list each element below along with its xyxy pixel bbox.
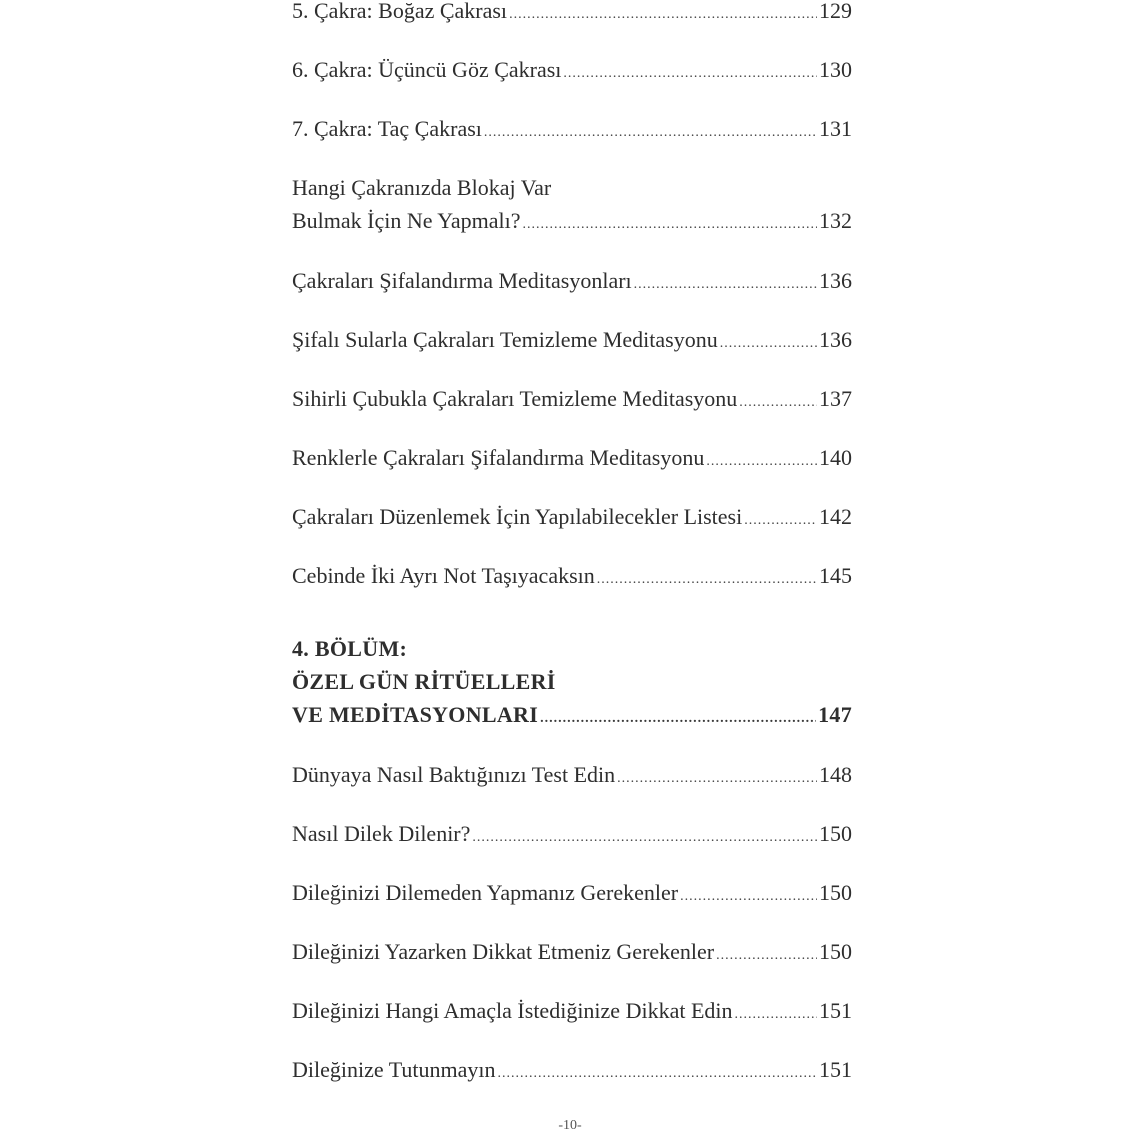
toc-entry-title: 5. Çakra: Boğaz Çakrası bbox=[292, 0, 508, 23]
toc-page-number: 142 bbox=[819, 504, 852, 529]
dot-leader bbox=[540, 702, 816, 735]
dot-leader bbox=[472, 821, 817, 854]
dot-leader bbox=[597, 563, 817, 596]
toc-entry-title: Cebinde İki Ayrı Not Taşıyacaksın bbox=[292, 563, 595, 588]
toc-entry[interactable] bbox=[292, 171, 852, 237]
dot-leader bbox=[720, 327, 817, 360]
toc-page-number: 150 bbox=[819, 880, 852, 905]
toc-entry[interactable] bbox=[292, 500, 852, 533]
chapter-title-line-2: VE MEDİTASYONLARI bbox=[292, 702, 539, 727]
toc-page-number: 147 bbox=[818, 702, 852, 727]
toc-page-number: 129 bbox=[819, 0, 852, 23]
dot-leader bbox=[523, 208, 817, 241]
toc-page-number: 145 bbox=[819, 563, 852, 588]
toc-entry[interactable] bbox=[292, 264, 852, 297]
toc-page-number: 136 bbox=[819, 268, 852, 293]
toc-entry[interactable] bbox=[292, 994, 852, 1027]
dot-leader bbox=[617, 762, 817, 795]
toc-entry-title: 7. Çakra: Taç Çakrası bbox=[292, 116, 482, 141]
dot-leader bbox=[744, 504, 817, 537]
toc-entry-title-continued: Bulmak İçin Ne Yapmalı? bbox=[292, 208, 521, 233]
page-number-footer: -10- bbox=[558, 1118, 582, 1133]
toc-entry-title: Sihirli Çubukla Çakraları Temizleme Meditasyonu bbox=[292, 386, 738, 411]
toc-page-number: 150 bbox=[819, 821, 852, 846]
toc-entry[interactable] bbox=[292, 0, 852, 27]
toc-entry[interactable] bbox=[292, 559, 852, 592]
toc-page-number: 151 bbox=[819, 1057, 852, 1082]
toc-page-number: 150 bbox=[819, 939, 852, 964]
dot-leader bbox=[706, 445, 817, 478]
dot-leader bbox=[735, 998, 818, 1031]
dot-leader bbox=[634, 268, 817, 301]
dot-leader bbox=[498, 1057, 818, 1090]
toc-page-number: 148 bbox=[819, 762, 852, 787]
toc-page-number: 130 bbox=[819, 57, 852, 82]
toc-page-number: 132 bbox=[819, 208, 852, 233]
dot-leader bbox=[739, 386, 817, 419]
toc-entry[interactable] bbox=[292, 323, 852, 356]
dot-leader bbox=[563, 57, 817, 90]
toc-entry[interactable] bbox=[292, 758, 852, 791]
toc-entry-title: Nasıl Dilek Dilenir? bbox=[292, 821, 471, 846]
table-of-contents bbox=[292, 0, 852, 1140]
toc-entry[interactable] bbox=[292, 441, 852, 474]
toc-page-number: 136 bbox=[819, 327, 852, 352]
toc-entry[interactable] bbox=[292, 382, 852, 415]
toc-entry-title: Dünyaya Nasıl Baktığınızı Test Edin bbox=[292, 762, 616, 787]
dot-leader bbox=[509, 0, 817, 31]
dot-leader bbox=[484, 116, 817, 149]
toc-entry-title: Dileğinizi Yazarken Dikkat Etmeniz Gerekenler bbox=[292, 939, 715, 964]
toc-entry[interactable] bbox=[292, 817, 852, 850]
toc-entry-title: 6. Çakra: Üçüncü Göz Çakrası bbox=[292, 57, 562, 82]
toc-entry-title: Renklerle Çakraları Şifalandırma Meditasyonu bbox=[292, 445, 705, 470]
toc-chapter-heading[interactable] bbox=[292, 632, 852, 731]
toc-page-number: 140 bbox=[819, 445, 852, 470]
toc-entry-title: Şifalı Sularla Çakraları Temizleme Meditasyonu bbox=[292, 327, 718, 352]
toc-entry-title: Dileğinizi Dilemeden Yapmanız Gerekenler bbox=[292, 880, 679, 905]
toc-entry-title: Çakraları Düzenlemek İçin Yapılabilecekler Listesi bbox=[292, 504, 743, 529]
toc-page-number: 151 bbox=[819, 998, 852, 1023]
chapter-title-line-1: ÖZEL GÜN RİTÜELLERİ bbox=[292, 669, 556, 694]
toc-entry[interactable] bbox=[292, 112, 852, 145]
toc-entry-title: Çakraları Şifalandırma Meditasyonları bbox=[292, 268, 632, 293]
chapter-label: 4. BÖLÜM: bbox=[292, 636, 408, 661]
toc-entry[interactable] bbox=[292, 1053, 852, 1086]
toc-entry-title: Dileğinize Tutunmayın bbox=[292, 1057, 496, 1082]
toc-entry[interactable] bbox=[292, 876, 852, 909]
toc-entry[interactable] bbox=[292, 53, 852, 86]
toc-page-number: 131 bbox=[819, 116, 852, 141]
dot-leader bbox=[680, 880, 817, 913]
toc-entry[interactable] bbox=[292, 935, 852, 968]
toc-entry-title: Hangi Çakranızda Blokaj Var bbox=[292, 175, 552, 200]
dot-leader bbox=[716, 939, 817, 972]
toc-entry-title: Dileğinizi Hangi Amaçla İstediğinize Dikkat Edin bbox=[292, 998, 733, 1023]
toc-page-number: 137 bbox=[819, 386, 852, 411]
